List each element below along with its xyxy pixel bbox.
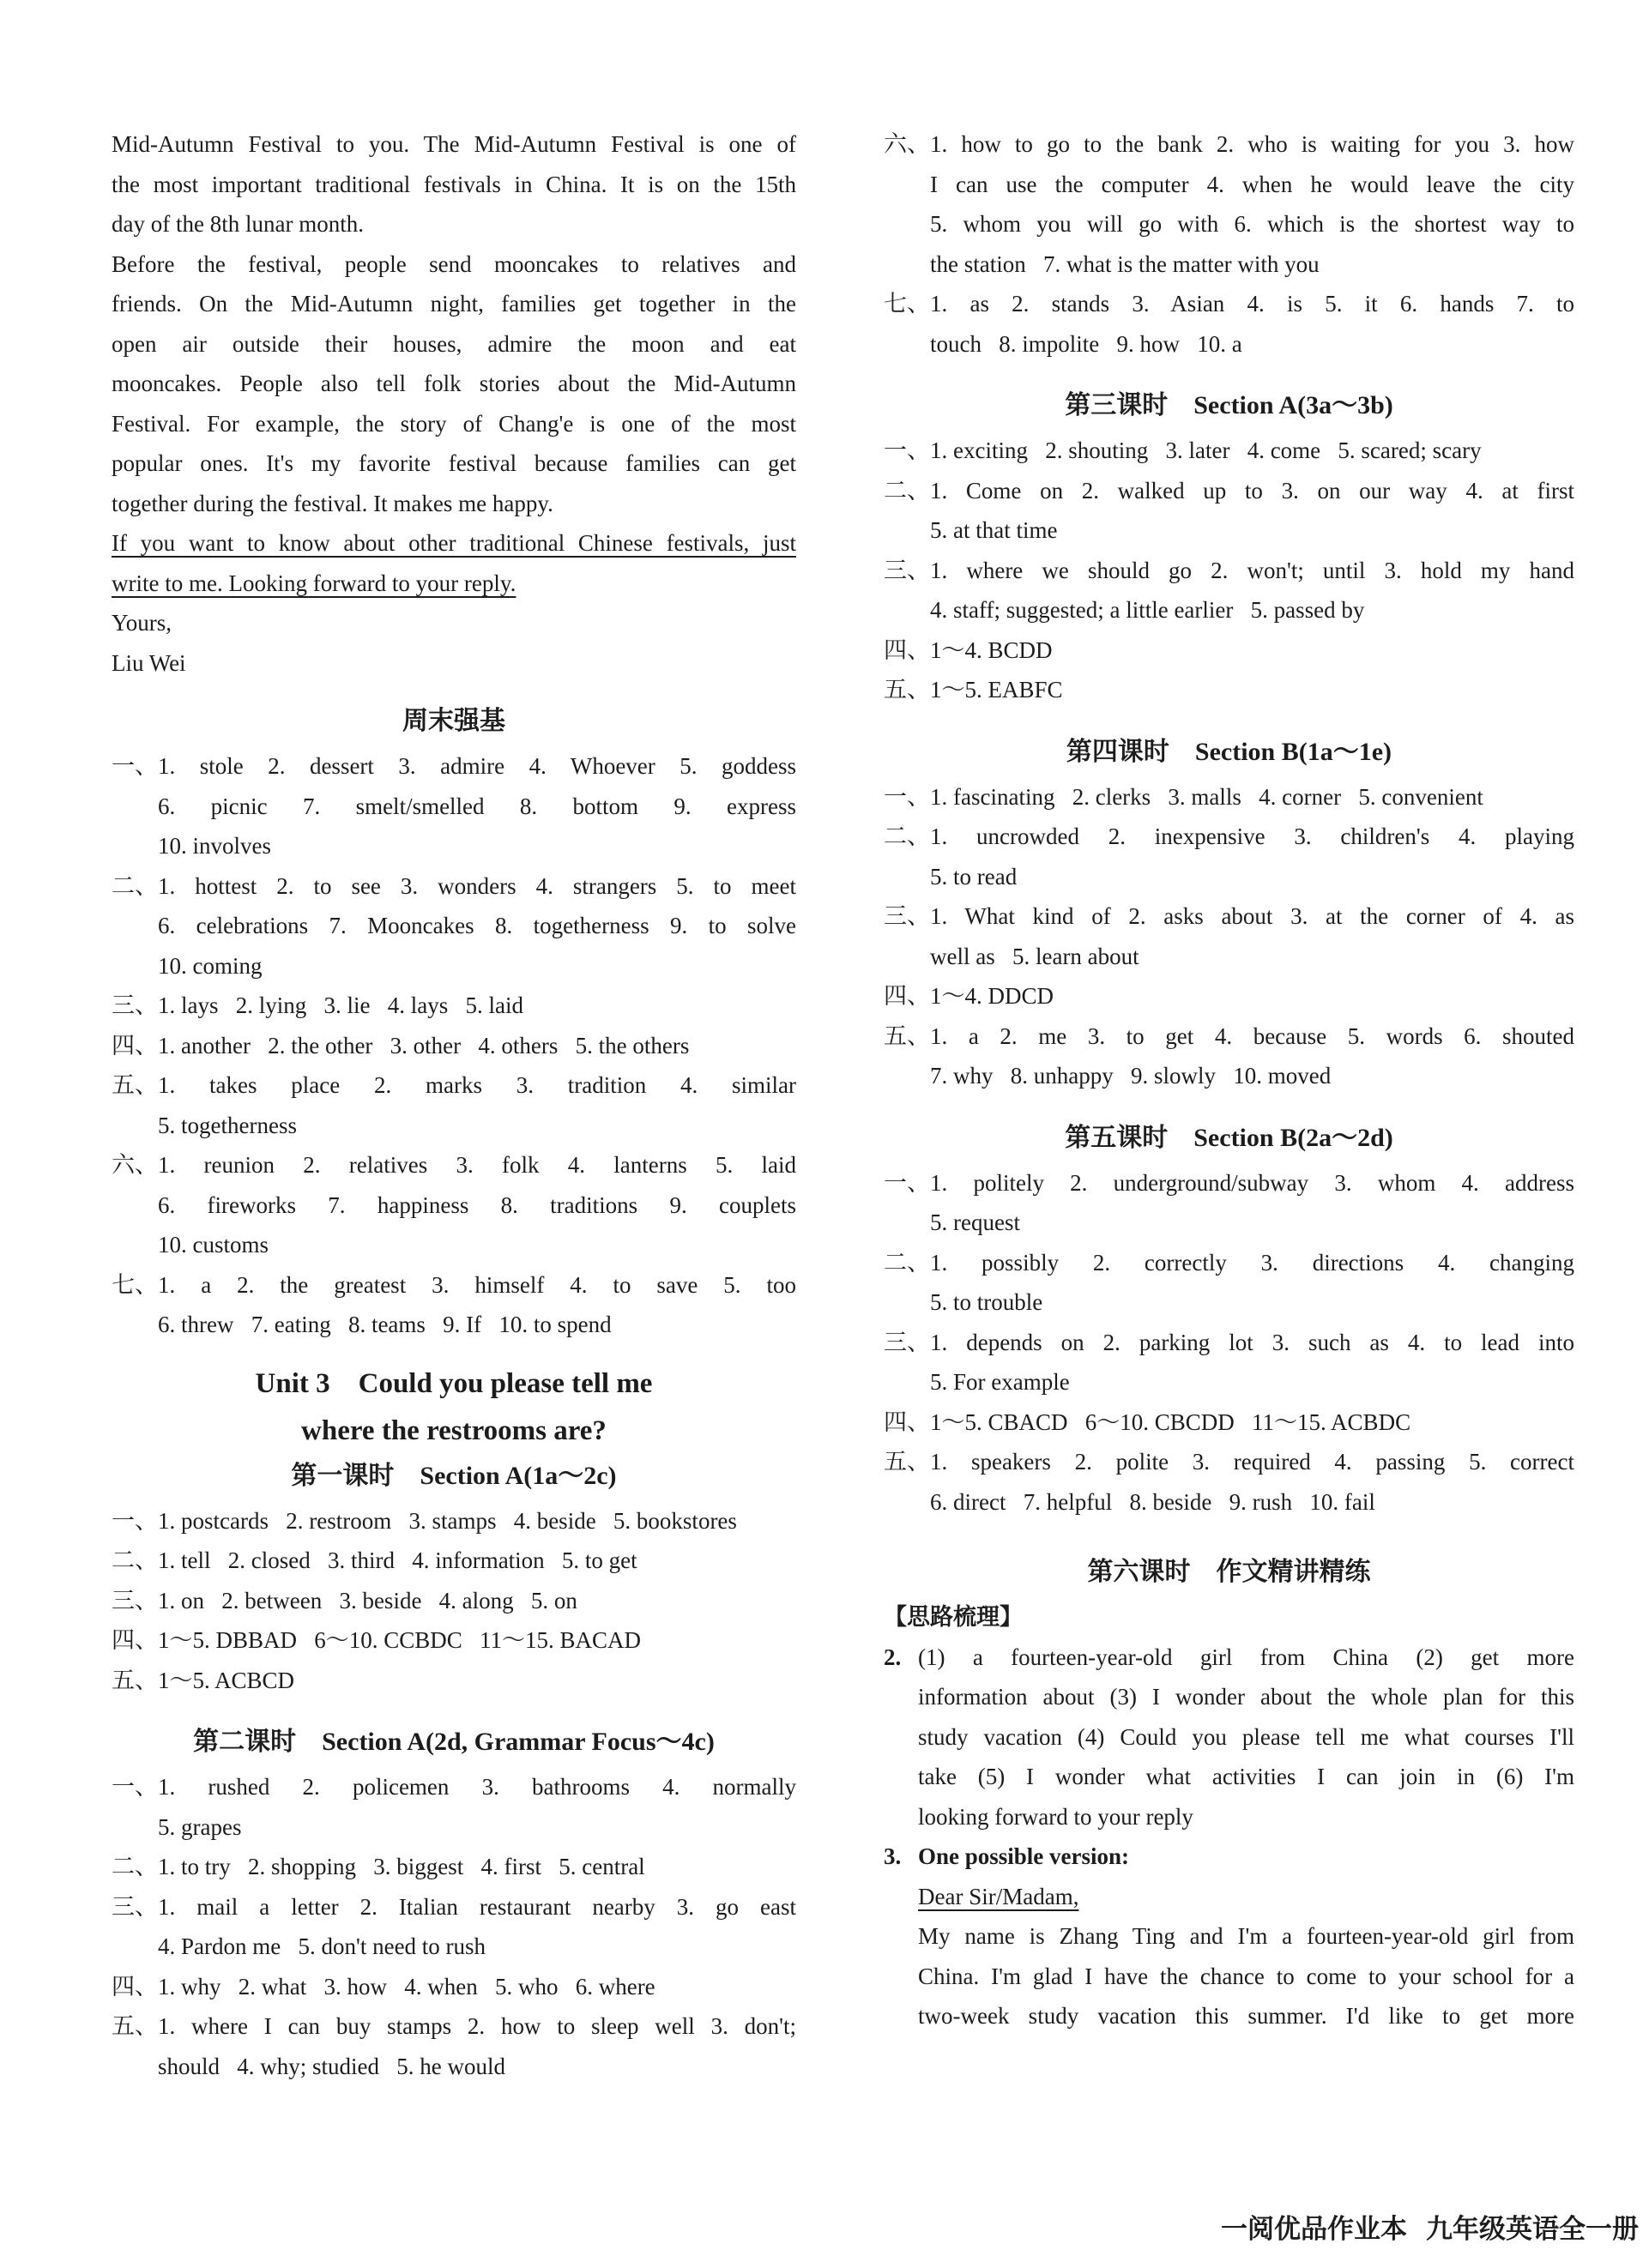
answer-row	[112, 1620, 796, 1661]
answer-text: 1. where we should go 2. won't; until 3. hold my hand	[930, 557, 1574, 583]
answer-text: well as 5. learn about	[930, 943, 1139, 969]
exercise-number: 五、	[884, 1022, 930, 1049]
answer-row	[884, 1442, 1574, 1482]
section-heading: 第一课时 Section A(1a～2c)	[291, 1461, 617, 1490]
answer-text: 1. postcards 2. restroom 3. stamps 4. beside 5. bookstores	[158, 1507, 737, 1534]
unit-title: Unit 3 Could you please tell me	[255, 1367, 653, 1399]
exercise-number: 四、	[112, 1973, 158, 2000]
exercise-number: 五、	[112, 2013, 158, 2039]
answer-row	[112, 1065, 796, 1106]
answer-text: 10. customs	[158, 1232, 269, 1258]
section-heading: 周末强基	[402, 707, 505, 735]
answer-row	[112, 946, 796, 986]
answer-text: 1～4. BCDD	[930, 636, 1053, 663]
letter-continuation	[112, 124, 796, 683]
exercise-number: 四、	[884, 983, 930, 1009]
answer-row	[112, 906, 796, 946]
exercise-number: 四、	[112, 1627, 158, 1653]
answer-text: 7. why 8. unhappy 9. slowly 10. moved	[930, 1063, 1332, 1089]
right-column	[884, 124, 1574, 2036]
unit-title: where the restrooms are?	[301, 1414, 607, 1446]
answer-text: I can use the computer 4. when he would leave the city	[930, 171, 1574, 197]
answer-text: 1. on 2. between 3. beside 4. along 5. on	[158, 1587, 577, 1614]
answer-text: 1. why 2. what 3. how 4. when 5. who 6. where	[158, 1973, 655, 2000]
answer-text: 1. reunion 2. relatives 3. folk 4. lanterns 5. laid	[158, 1152, 796, 1178]
left-column	[112, 124, 796, 2086]
answer-row	[884, 817, 1574, 857]
answer-row	[884, 1402, 1574, 1443]
footer	[1221, 2207, 1639, 2246]
answer-row	[884, 590, 1574, 630]
answer-text: 10. coming	[158, 952, 263, 979]
answer-text: 6. fireworks 7. happiness 8. traditions 9. couplets	[158, 1191, 796, 1218]
answer-row	[884, 1016, 1574, 1057]
answer-text: 1～4. DDCD	[930, 983, 1054, 1009]
answer-row	[884, 324, 1574, 365]
answer-row	[884, 777, 1574, 817]
answer-row	[112, 1185, 796, 1226]
answer-text: 1～5. EABFC	[930, 677, 1063, 703]
answer-text: 1. takes place 2. marks 3. tradition 4. similar	[158, 1072, 796, 1098]
answer-text: 1. speakers 2. polite 3. required 4. passing 5. correct	[930, 1449, 1574, 1475]
answer-row	[884, 1323, 1574, 1363]
version-title: One possible version:	[918, 1843, 1130, 1869]
answer-row	[112, 1026, 796, 1066]
answer-row	[884, 857, 1574, 897]
answer-row	[884, 1282, 1574, 1323]
letter-line: write to me. Looking forward to your reply.	[112, 570, 516, 596]
exercise-number: 二、	[884, 1249, 930, 1276]
exercise-number: 一、	[884, 1169, 930, 1196]
answer-row	[884, 1203, 1574, 1243]
answer-row	[112, 1541, 796, 1581]
answer-row	[884, 284, 1574, 324]
answer-row	[884, 1482, 1574, 1523]
item-number: 3.	[884, 1843, 902, 1869]
exercise-number: 一、	[112, 1507, 158, 1534]
exercise-number: 七、	[112, 1271, 158, 1298]
letter-line: Yours,	[112, 610, 172, 636]
outline-text: take (5) I wonder what activities I can join in (6) I'm	[918, 1764, 1574, 1789]
outline-row	[884, 1638, 1574, 1678]
answer-row	[112, 866, 796, 907]
answer-text: 1. stole 2. dessert 3. admire 4. Whoever 5. goddess	[158, 753, 796, 779]
answer-row	[884, 670, 1574, 710]
answer-row	[112, 1927, 796, 1967]
letter-line: the most important traditional festivals in China. It is on the 15th	[112, 171, 796, 197]
answer-row	[112, 1145, 796, 1185]
letter-line: open air outside their houses, admire the moon and eat	[112, 330, 796, 357]
answer-row	[112, 2047, 796, 2087]
answer-row	[112, 1807, 796, 1848]
answer-row	[112, 1225, 796, 1265]
answer-row	[112, 746, 796, 787]
answer-text: 1. another 2. the other 3. other 4. others 5. the others	[158, 1032, 690, 1059]
salutation: Dear Sir/Madam,	[918, 1883, 1079, 1909]
outline-row	[884, 1717, 1574, 1758]
answer-row	[112, 2006, 796, 2047]
essay-line: China. I'm glad I have the chance to come to your school for a	[918, 1963, 1574, 1989]
answer-text: 6. picnic 7. smelt/smelled 8. bottom 9. express	[158, 793, 796, 819]
answer-text: should 4. why; studied 5. he would	[158, 2053, 505, 2079]
answer-text: 4. Pardon me 5. don't need to rush	[158, 1933, 486, 1959]
answer-row	[112, 1967, 796, 2007]
exercise-number: 二、	[884, 477, 930, 504]
answer-text: 1. lays 2. lying 3. lie 4. lays 5. laid	[158, 992, 523, 1018]
outline-row	[884, 1797, 1574, 1837]
essay-line: My name is Zhang Ting and I'm a fourteen-year-old girl from	[918, 1923, 1574, 1949]
answer-row	[884, 630, 1574, 671]
answer-text: 1. possibly 2. correctly 3. directions 4. changing	[930, 1249, 1574, 1276]
exercise-number: 三、	[884, 1329, 930, 1355]
letter-line: popular ones. It's my favorite festival because families can get	[112, 450, 796, 476]
letter-line: Mid-Autumn Festival to you. The Mid-Autumn Festival is one of	[112, 131, 796, 157]
answer-text: 1. a 2. me 3. to get 4. because 5. words 6. shouted	[930, 1022, 1574, 1049]
answer-text: 5. request	[930, 1209, 1020, 1235]
footer-grade: 九年级英语全一册	[1426, 2214, 1639, 2245]
answer-text: 6. direct 7. helpful 8. beside 9. rush 10. fail	[930, 1488, 1375, 1515]
exercise-number: 五、	[112, 1072, 158, 1098]
answer-row	[884, 1056, 1574, 1096]
outline-row	[884, 1757, 1574, 1797]
answer-row	[112, 1265, 796, 1306]
exercise-number: 一、	[112, 1774, 158, 1800]
answer-row	[884, 976, 1574, 1016]
answer-row	[884, 204, 1574, 244]
answer-text: 5. to read	[930, 863, 1018, 890]
version-title-row	[884, 1837, 1574, 1877]
answer-text: 6. threw 7. eating 8. teams 9. If 10. to spend	[158, 1312, 612, 1337]
section-label: 【思路梳理】	[884, 1604, 1023, 1630]
outline-row	[884, 1677, 1574, 1717]
answer-text: 1. fascinating 2. clerks 3. malls 4. corner 5. convenient	[930, 783, 1483, 810]
section-heading: 第四课时 Section B(1a～1e)	[1066, 737, 1392, 766]
letter-line: day of the 8th lunar month.	[112, 211, 364, 237]
answer-row	[112, 1887, 796, 1927]
exercise-number: 一、	[112, 753, 158, 779]
answer-row	[884, 1362, 1574, 1402]
exercise-number: 二、	[112, 1547, 158, 1573]
answer-text: 10. involves	[158, 833, 271, 859]
answer-row	[112, 1661, 796, 1701]
exercise-number: 五、	[112, 1667, 158, 1693]
outline-text: information about (3) I wonder about the whole plan for this	[918, 1684, 1574, 1710]
answer-text: 1. a 2. the greatest 3. himself 4. to save 5. too	[158, 1271, 796, 1298]
exercise-number: 七、	[884, 291, 930, 317]
exercise-number: 五、	[884, 1449, 930, 1475]
answer-text: 5. togetherness	[158, 1112, 297, 1138]
answer-text: 5. to trouble	[930, 1289, 1043, 1315]
answer-text: 5. at that time	[930, 517, 1058, 543]
answer-row	[112, 826, 796, 866]
answer-row	[884, 244, 1574, 285]
answer-row	[112, 1767, 796, 1807]
answer-text: 1. mail a letter 2. Italian restaurant nearby 3. go east	[158, 1893, 796, 1920]
outline-text: study vacation (4) Could you please tell me what courses I'll	[918, 1723, 1574, 1750]
answer-text: the station 7. what is the matter with you	[930, 250, 1320, 277]
answer-text: 1. politely 2. underground/subway 3. whom 4. address	[930, 1169, 1574, 1196]
exercise-number: 一、	[884, 783, 930, 810]
answer-row	[112, 787, 796, 827]
exercise-number: 三、	[884, 557, 930, 583]
letter-line: mooncakes. People also tell folk stories about the Mid-Autumn	[112, 371, 796, 396]
letter-line: friends. On the Mid-Autumn night, families get together in the	[112, 291, 796, 317]
section-heading: 第二课时 Section A(2d, Grammar Focus～4c)	[193, 1728, 715, 1756]
section-heading: 第三课时 Section A(3a～3b)	[1065, 391, 1393, 419]
exercise-number: 三、	[884, 903, 930, 929]
exercise-number: 六、	[884, 131, 930, 157]
answer-text: 1～5. DBBAD 6～10. CCBDC 11～15. BACAD	[158, 1627, 642, 1653]
answer-row	[112, 1106, 796, 1146]
letter-line: Liu Wei	[112, 649, 186, 676]
answer-text: 4. staff; suggested; a little earlier 5. passed by	[930, 597, 1365, 623]
answer-text: 1. tell 2. closed 3. third 4. information 5. to get	[158, 1547, 637, 1573]
exercise-number: 六、	[112, 1152, 158, 1178]
answer-row	[884, 124, 1574, 165]
exercise-number: 二、	[112, 872, 158, 899]
section-heading: 第六课时 作文精讲精练	[1087, 1558, 1371, 1586]
answer-text: 1～5. CBACD 6～10. CBCDD 11～15. ACBDC	[930, 1408, 1411, 1435]
letter-line: Before the festival, people send mooncakes to relatives and	[112, 250, 796, 277]
answer-text: 1. Come on 2. walked up to 3. on our way 4. at first	[930, 477, 1574, 504]
answer-text: 1. rushed 2. policemen 3. bathrooms 4. normally	[158, 1774, 796, 1800]
answer-row	[884, 896, 1574, 937]
answer-text: 1. where I can buy stamps 2. how to sleep well 3. don't;	[158, 2013, 796, 2039]
answer-text: 1～5. ACBCD	[158, 1667, 295, 1693]
answer-text: 5. grapes	[158, 1813, 242, 1840]
footer-book-title: 一阅优品作业本	[1221, 2214, 1407, 2245]
exercise-number: 四、	[112, 1032, 158, 1059]
answer-row	[112, 1847, 796, 1887]
exercise-number: 二、	[884, 823, 930, 849]
answer-row	[884, 1243, 1574, 1283]
letter-line: Festival. For example, the story of Chang'e is one of the most	[112, 410, 796, 437]
answer-text: 1. What kind of 2. asks about 3. at the corner of 4. as	[930, 903, 1574, 929]
answer-text: touch 8. impolite 9. how 10. a	[930, 330, 1242, 357]
exercise-number: 一、	[884, 437, 930, 463]
item-number: 2.	[884, 1644, 902, 1670]
answer-text: 1. as 2. stands 3. Asian 4. is 5. it 6. hands 7. to	[930, 291, 1574, 317]
letter-line: together during the festival. It makes me happy.	[112, 490, 553, 516]
answer-row	[884, 551, 1574, 591]
essay-line: two-week study vacation this summer. I'd like to get more	[918, 2003, 1574, 2029]
answer-row	[884, 431, 1574, 471]
section-heading: 第五课时 Section B(2a～2d)	[1065, 1123, 1393, 1152]
exercise-number: 四、	[884, 1408, 930, 1435]
outline-text: (1) a fourteen-year-old girl from China (2) get more	[918, 1644, 1574, 1670]
answer-text: 5. whom you will go with 6. which is the shortest way to	[930, 211, 1574, 237]
exercise-number: 三、	[112, 1587, 158, 1614]
answer-row	[112, 1305, 796, 1345]
answer-text: 1. exciting 2. shouting 3. later 4. come 5. scared; scary	[930, 437, 1482, 463]
exercise-number: 四、	[884, 636, 930, 663]
letter-line: If you want to know about other traditional Chinese festivals, just	[112, 530, 796, 556]
answer-row	[884, 1163, 1574, 1203]
answer-text: 1. how to go to the bank 2. who is waiting for you 3. how	[930, 131, 1574, 157]
answer-text: 1. depends on 2. parking lot 3. such as 4. to lead into	[930, 1329, 1574, 1355]
exercise-number: 三、	[112, 1893, 158, 1920]
answer-text: 6. celebrations 7. Mooncakes 8. togetherness 9. to solve	[158, 913, 796, 938]
answer-row	[112, 1581, 796, 1621]
answer-row	[884, 471, 1574, 511]
answer-text: 1. to try 2. shopping 3. biggest 4. first 5. central	[158, 1854, 645, 1879]
answer-row	[884, 937, 1574, 977]
answer-text: 5. For example	[930, 1369, 1070, 1395]
answer-row	[112, 1501, 796, 1541]
outline-text: looking forward to your reply	[918, 1803, 1193, 1830]
answer-text: 1. hottest 2. to see 3. wonders 4. strangers 5. to meet	[158, 872, 796, 899]
answer-row	[884, 510, 1574, 551]
answer-text: 1. uncrowded 2. inexpensive 3. children's 4. playing	[930, 823, 1574, 849]
exercise-number: 五、	[884, 677, 930, 703]
answer-row	[112, 986, 796, 1026]
exercise-number: 三、	[112, 992, 158, 1018]
answer-row	[884, 165, 1574, 205]
exercise-number: 二、	[112, 1854, 158, 1879]
